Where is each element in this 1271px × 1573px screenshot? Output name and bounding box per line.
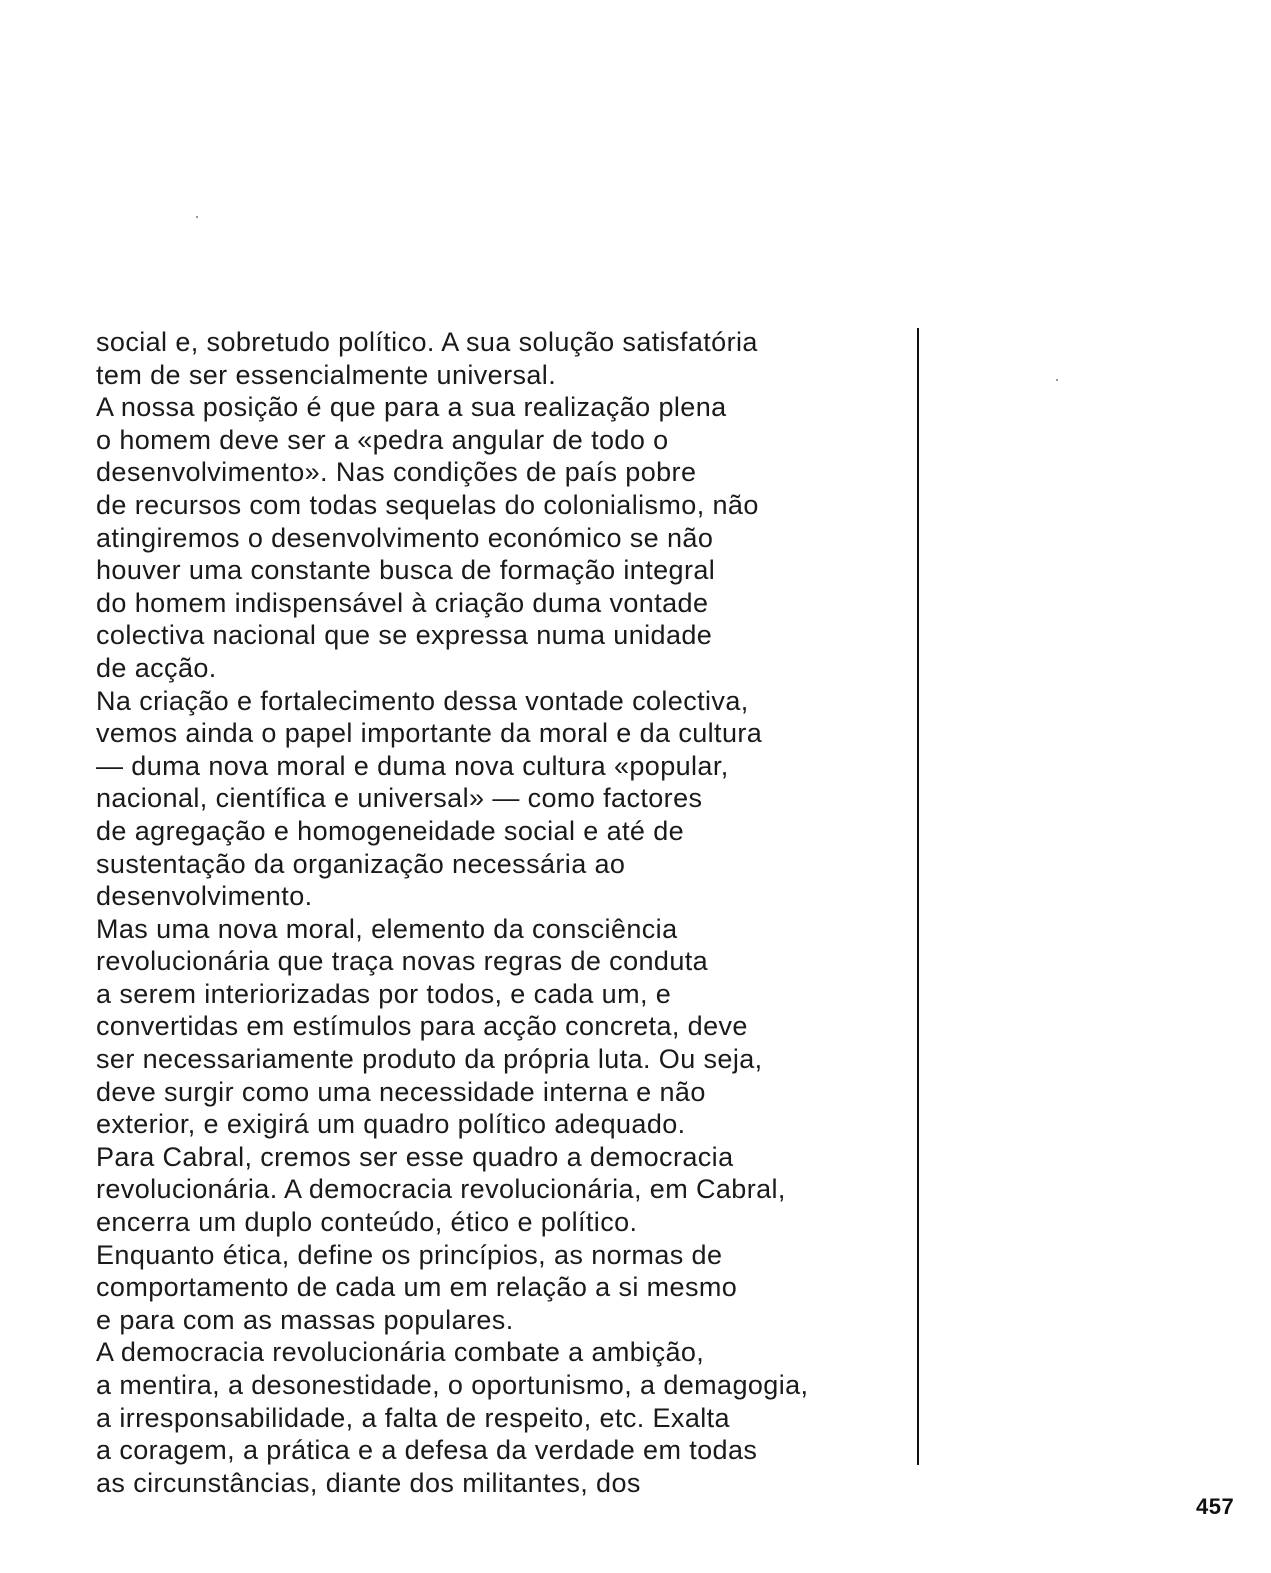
text-line: A nossa posição é que para a sua realização plena — [96, 392, 727, 423]
text-line: tem de ser essencialmente universal. — [96, 359, 557, 390]
text-line: de recursos com todas sequelas do colonialismo, não — [96, 489, 759, 520]
text-line: Na criação e fortalecimento dessa vontade colectiva, — [96, 685, 749, 716]
text-line: exterior, e exigirá um quadro político adequado. — [96, 1109, 686, 1140]
text-line: social e, sobretudo político. A sua solução satisfatória — [96, 327, 758, 357]
margin-rule — [917, 328, 919, 1465]
text-line: de acção. — [96, 652, 217, 683]
text-line: encerra um duplo conteúdo, ético e político. — [96, 1207, 638, 1238]
text-line: atingiremos o desenvolvimento económico se não — [96, 522, 714, 553]
text-line: e para com as massas populares. — [96, 1304, 514, 1335]
text-line: comportamento de cada um em relação a si mesmo — [96, 1272, 738, 1303]
text-line: do homem indispensável à criação duma vontade — [96, 587, 709, 618]
text-line: convertidas em estímulos para acção concreta, deve — [96, 1011, 748, 1042]
text-line: desenvolvimento. — [96, 881, 313, 912]
text-line: a coragem, a prática e a defesa da verdade em todas — [96, 1435, 758, 1466]
text-line: nacional, científica e universal» — como factores — [96, 783, 703, 814]
text-line: Para Cabral, cremos ser esse quadro a democracia — [96, 1141, 734, 1172]
text-line: a serem interiorizadas por todos, e cada um, e — [96, 978, 672, 1009]
text-line: deve surgir como uma necessidade interna e não — [96, 1076, 706, 1107]
text-line: a irresponsabilidade, a falta de respeito, etc. Exalta — [96, 1402, 730, 1433]
page-number: 457 — [1196, 1494, 1235, 1519]
text-line: o homem deve ser a «pedra angular de todo o — [96, 424, 669, 455]
text-line: Enquanto ética, define os princípios, as normas de — [96, 1239, 723, 1270]
text-line: sustentação da organização necessária ao — [96, 848, 626, 879]
text-line: a mentira, a desonestidade, o oportunismo, a demagogia, — [96, 1370, 809, 1400]
text-line: — duma nova moral e duma nova cultura «popular, — [96, 750, 729, 781]
text-line: as circunstâncias, diante dos militantes, dos — [96, 1467, 641, 1498]
text-line: desenvolvimento». Nas condições de país pobre — [96, 457, 697, 488]
scan-speck — [196, 216, 198, 218]
text-line: vemos ainda o papel importante da moral e da cultura — [96, 718, 763, 749]
text-line: houver uma constante busca de formação integral — [96, 555, 716, 586]
text-line: ser necessariamente produto da própria luta. Ou seja, — [96, 1044, 763, 1075]
scan-speck — [1056, 379, 1058, 381]
text-line: colectiva nacional que se expressa numa unidade — [96, 620, 713, 651]
body-text — [96, 326, 906, 1499]
text-line: Mas uma nova moral, elemento da consciência — [96, 913, 678, 944]
text-line: A democracia revolucionária combate a ambição, — [96, 1337, 705, 1368]
text-line: revolucionária que traça novas regras de conduta — [96, 946, 709, 977]
text-line: de agregação e homogeneidade social e até de — [96, 815, 685, 846]
text-line: revolucionária. A democracia revolucionária, em Cabral, — [96, 1174, 786, 1205]
